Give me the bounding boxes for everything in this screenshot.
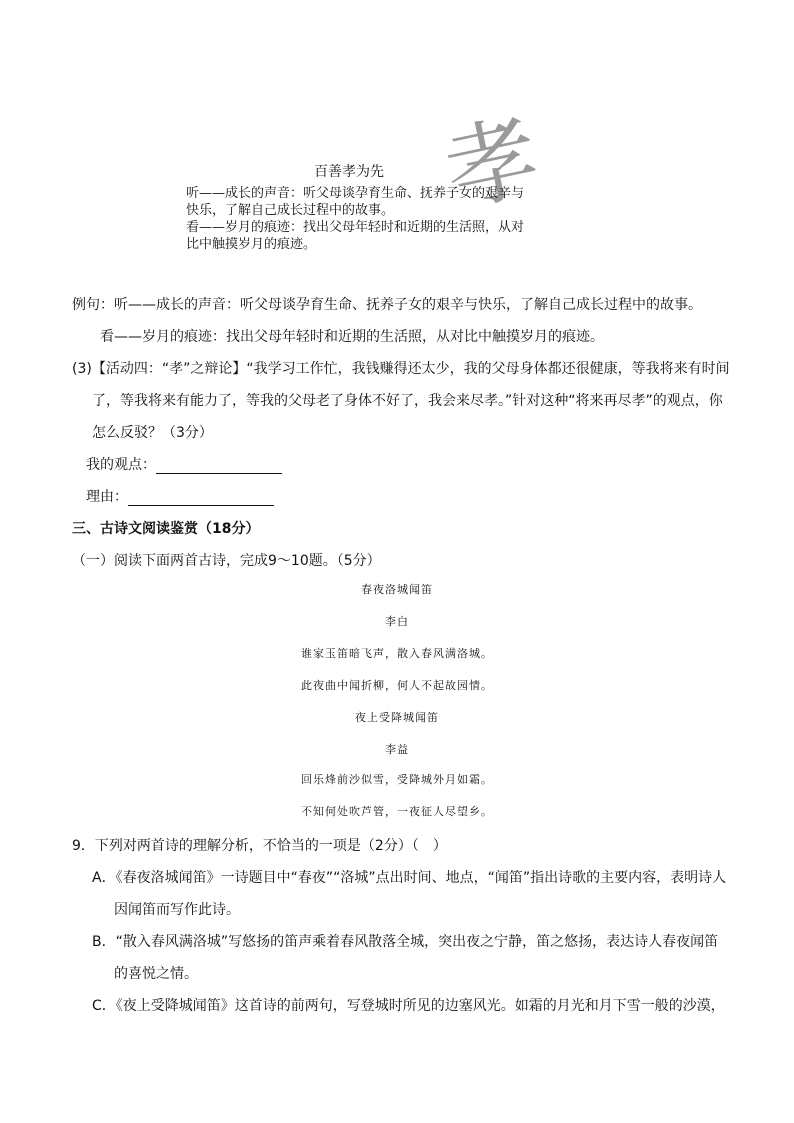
viewpoint-blank[interactable] — [156, 459, 282, 474]
poem1-title: 春夜洛城闻笛 — [361, 583, 433, 596]
poem2-line-2: 不知何处吹芦管，一夜征人尽望乡。 — [301, 805, 493, 818]
poem1-line-2: 此夜曲中闻折柳，何人不起故园情。 — [301, 679, 493, 692]
section3-heading: 三、古诗文阅读鉴赏（18分） — [72, 521, 260, 537]
section3-sub: （一）阅读下面两首古诗，完成9～10题。（5分） — [72, 553, 381, 569]
poem2-line-1: 回乐烽前沙似雪，受降城外月如霜。 — [301, 773, 493, 786]
option-b-line-1: B．“散入春风满洛城”写悠扬的笛声乘着春风散落全城，突出夜之宁静，笛之悠扬，表达诗人春夜闻笛 — [92, 934, 719, 950]
poster-line-4: 比中触摸岁月的痕迹。 — [186, 237, 317, 252]
filial-watermark-char: 孝 — [436, 102, 549, 227]
question9-stem: 9．下列对两首诗的理解分析，不恰当的一项是（2分）（ ） — [72, 838, 447, 854]
activity4-line-1: (3)【活动四：“孝”之辩论】“我学习工作忙，我钱赚得还太少，我的父母身体都还很健康，等我将来有时间 — [72, 361, 730, 377]
viewpoint-row — [86, 454, 282, 474]
option-a-line-1: A．《春夜洛城闻笛》一诗题目中“春夜”“洛城”点出时间、地点，“闻笛”指出诗歌的主要内容，表明诗人 — [92, 870, 727, 886]
poem2-title: 夜上受降城闻笛 — [355, 711, 439, 724]
reason-label: 理由： — [86, 489, 128, 505]
option-b-line-2: 的喜悦之情。 — [114, 966, 198, 982]
example-line-2: 看——岁月的痕迹：找出父母年轻时和近期的生活照，从对比中触摸岁月的痕迹。 — [100, 329, 604, 345]
poem1-line-1: 谁家玉笛暗飞声，散入春风满洛城。 — [301, 647, 493, 660]
reason-blank[interactable] — [128, 491, 274, 506]
poem1-author: 李白 — [385, 615, 409, 628]
reason-row — [86, 486, 274, 506]
poem2-author: 李益 — [385, 743, 409, 756]
option-c-line-1: C．《夜上受降城闻笛》这首诗的前两句，写登城时所见的边塞风光。如霜的月光和月下雪一般的沙漠， — [92, 998, 725, 1014]
poster-title: 百善孝为先 — [314, 164, 384, 180]
activity4-line-2: 了，等我将来有能力了，等我的父母老了身体不好了，我会来尽孝。”针对这种“将来再尽孝”的观点，你 — [92, 393, 723, 409]
poster-line-1: 听——成长的声音：听父母谈孕育生命、抚养子女的艰辛与 — [186, 186, 525, 201]
example-line-1: 例句：听——成长的声音：听父母谈孕育生命、抚养子女的艰辛与快乐，了解自己成长过程中的故事。 — [72, 297, 702, 313]
option-a-line-2: 因闻笛而写作此诗。 — [114, 902, 240, 918]
activity4-line-3: 怎么反驳？（3分） — [92, 425, 213, 441]
poster-line-2: 快乐，了解自己成长过程中的故事。 — [186, 203, 395, 218]
viewpoint-label: 我的观点： — [86, 457, 156, 473]
poster-line-3: 看——岁月的痕迹：找出父母年轻时和近期的生活照，从对 — [186, 220, 525, 235]
